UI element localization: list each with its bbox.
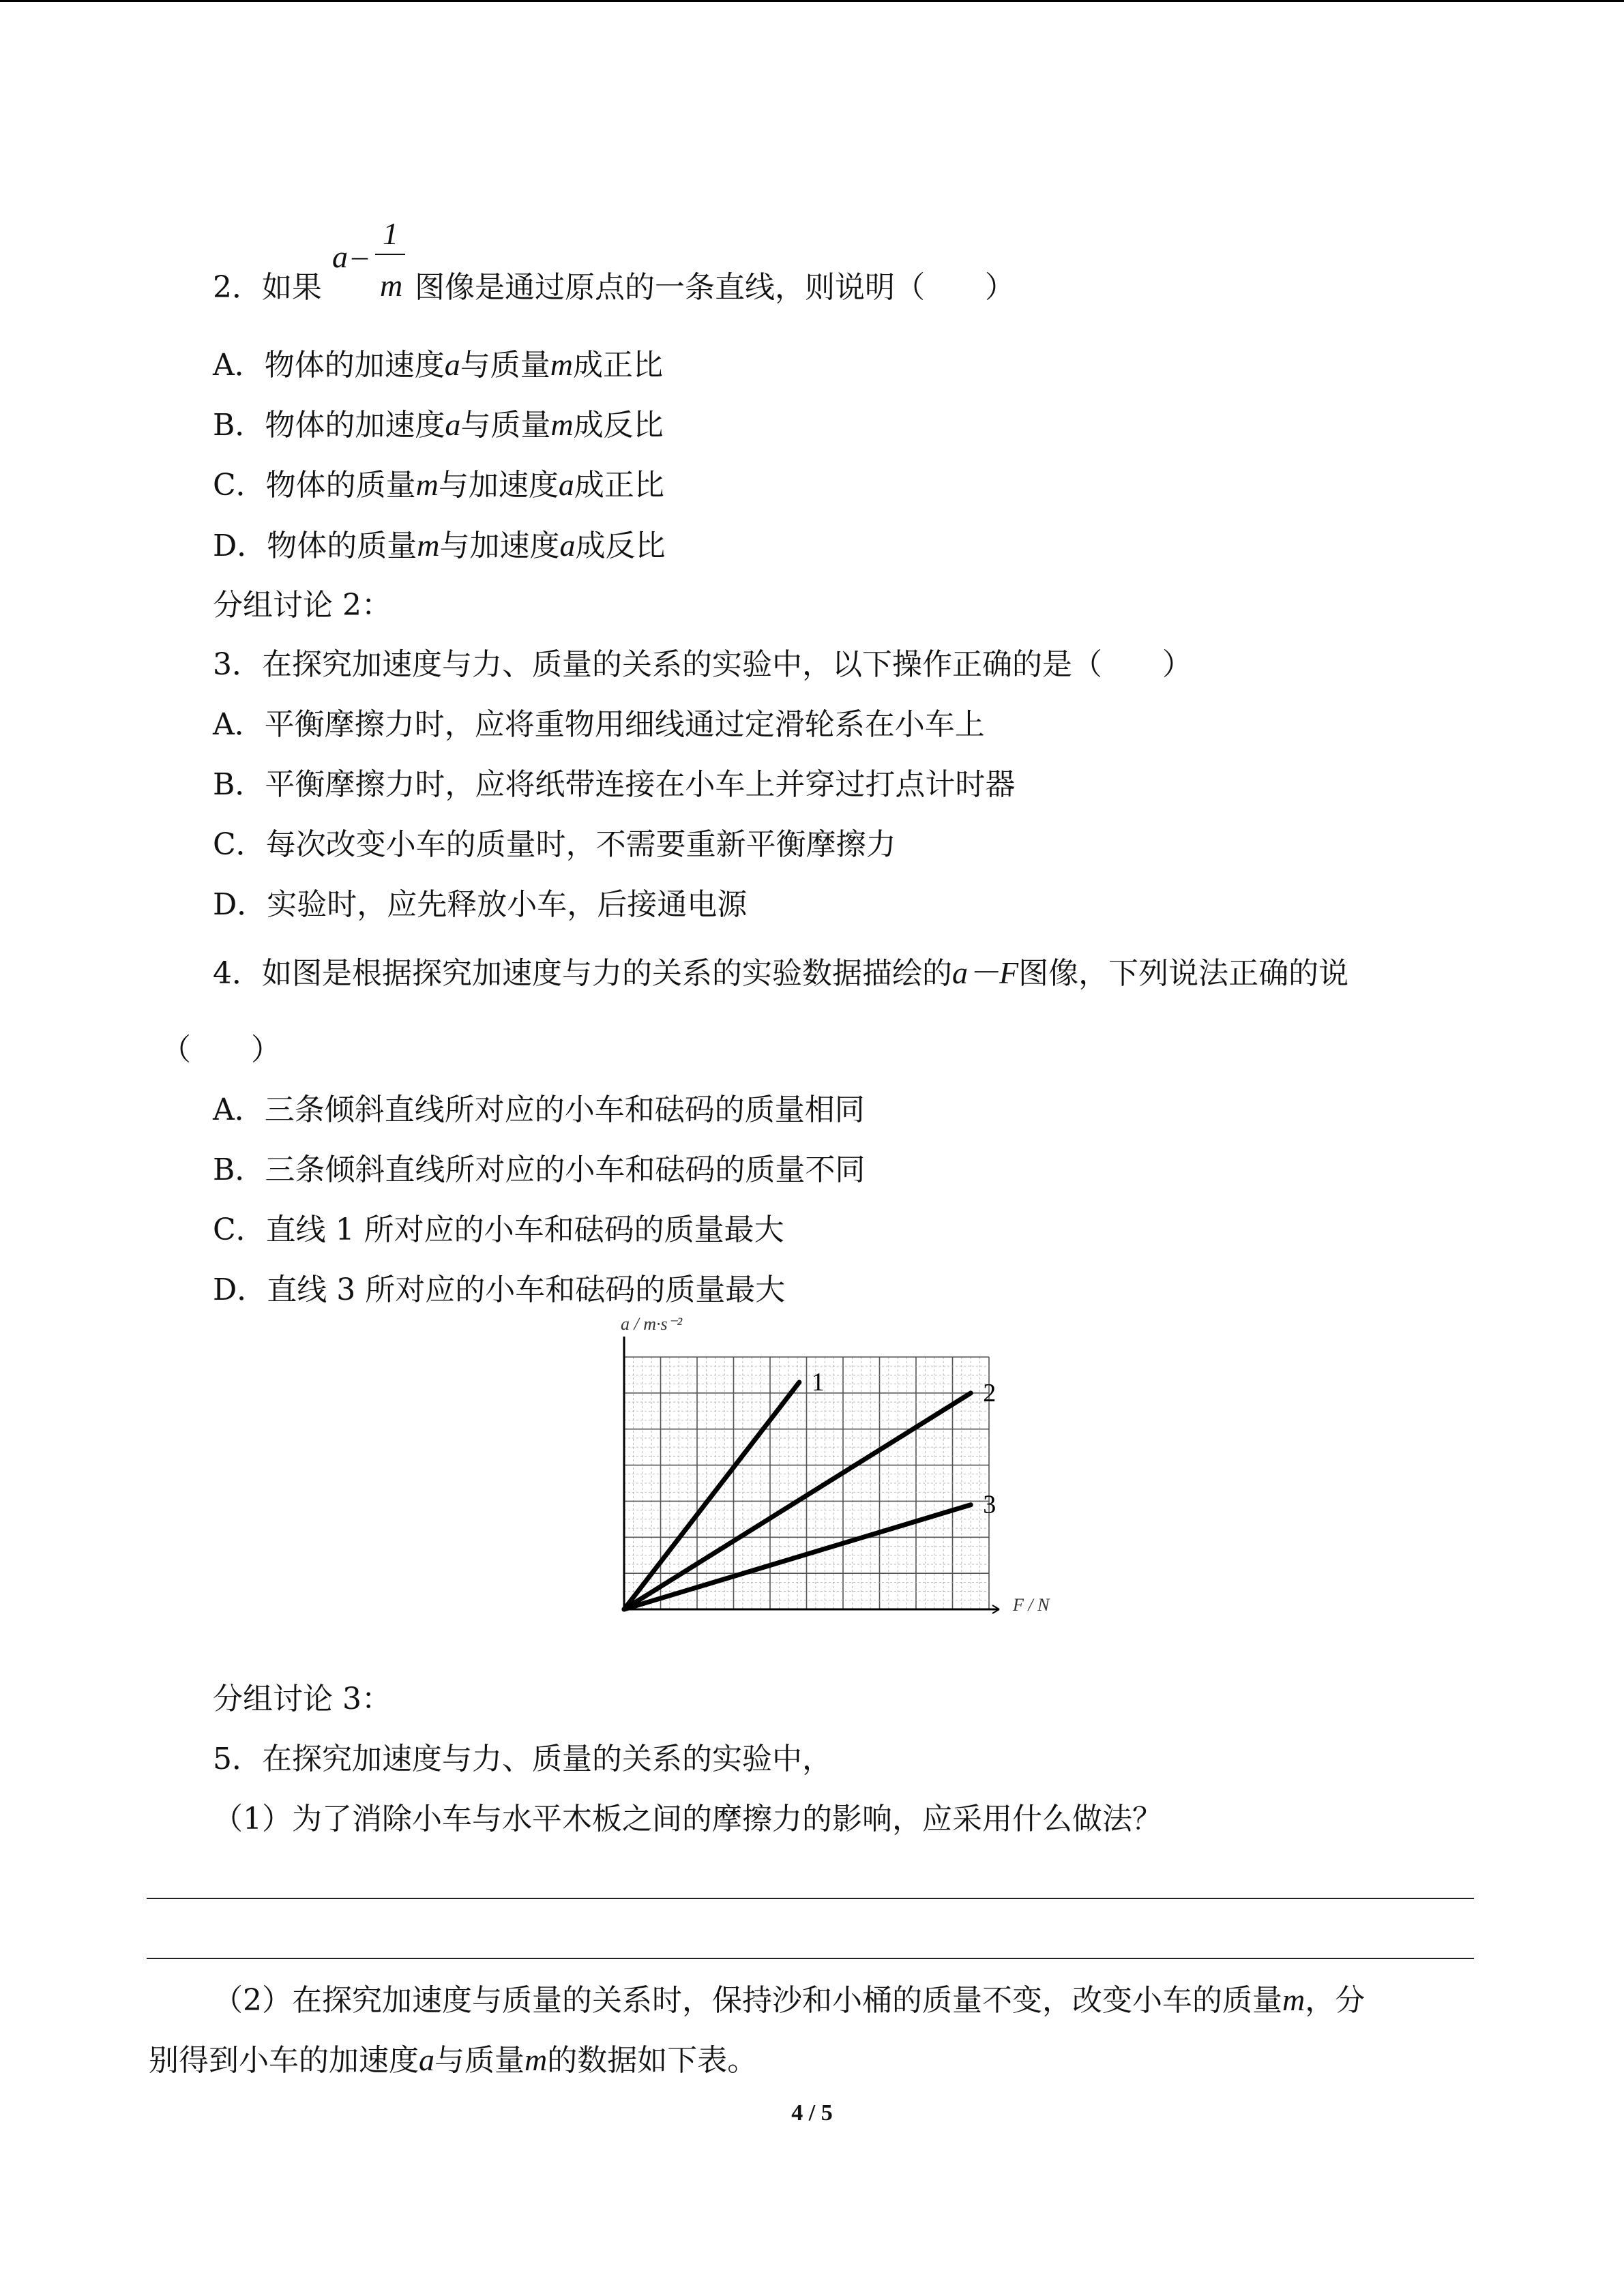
q4-option-c: C．直线 1 所对应的小车和砝码的质量最大 [213, 1212, 784, 1247]
q5-part1: （1）为了消除小车与水平木板之间的摩擦力的影响，应采用什么做法？ [213, 1802, 1162, 1836]
q2-option-b: B．物体的加速度a与质量m成反比 [213, 407, 664, 443]
page-number: 4 / 5 [791, 2100, 833, 2126]
x-axis-label: F / N [1013, 1595, 1050, 1615]
q4-option-b: B．三条倾斜直线所对应的小车和砝码的质量不同 [213, 1152, 866, 1187]
q2-option-c: C．物体的质量m与加速度a成正比 [213, 467, 664, 503]
q4-stem: 4．如图是根据探究加速度与力的关系的实验数据描绘的a－F图像，下列说法正确的说 [213, 955, 1349, 991]
series-label-3: 3 [983, 1490, 996, 1519]
q3-option-a: A．平衡摩擦力时，应将重物用细线通过定滑轮系在小车上 [213, 707, 985, 742]
y-axis-label: a / m·s⁻² [621, 1314, 683, 1334]
q4-option-d: D．直线 3 所对应的小车和砝码的质量最大 [213, 1272, 786, 1307]
q4-answer-paren: （ ） [161, 1032, 281, 1067]
q3-option-c: C．每次改变小车的质量时，不需要重新平衡摩擦力 [213, 827, 896, 862]
q5-part2-line1: （2）在探究加速度与质量的关系时，保持沙和小桶的质量不变，改变小车的质量m，分 [213, 1982, 1365, 2018]
series-label-1: 1 [811, 1368, 825, 1397]
series-label-2: 2 [983, 1378, 996, 1407]
page-top-border [0, 0, 1624, 2]
q5-stem: 5．在探究加速度与力、质量的关系的实验中， [213, 1742, 832, 1776]
fraction-minus: – [352, 238, 368, 273]
series-line-1 [624, 1382, 799, 1609]
answer-line-1 [147, 1898, 1474, 1899]
fraction-variable-a: a [332, 239, 348, 274]
a-f-chart [580, 1314, 1057, 1637]
q2-prefix: 2．如果 [213, 270, 322, 305]
q3-option-d: D．实验时，应先释放小车，后接通电源 [213, 887, 748, 922]
fraction-denominator: m [380, 268, 403, 303]
q2-suffix: 图像是通过原点的一条直线，则说明（ ） [415, 270, 1015, 305]
q3-option-b: B．平衡摩擦力时，应将纸带连接在小车上并穿过打点计时器 [213, 767, 1016, 802]
group-discussion-2: 分组讨论 2： [213, 588, 392, 623]
series-line-3 [624, 1505, 971, 1609]
q2-option-a: A．物体的加速度a与质量m成正比 [213, 347, 664, 383]
fraction-numerator: 1 [383, 216, 398, 251]
group-discussion-3: 分组讨论 3： [213, 1682, 392, 1716]
q3-stem: 3．在探究加速度与力、质量的关系的实验中，以下操作正确的是（ ） [213, 647, 1192, 682]
chart-grid [624, 1357, 989, 1609]
fraction-bar [375, 254, 405, 255]
q4-option-a: A．三条倾斜直线所对应的小车和砝码的质量相同 [213, 1092, 865, 1127]
q2-option-d: D．物体的质量m与加速度a成反比 [213, 528, 666, 563]
q5-part2-line2: 别得到小车的加速度a与质量m的数据如下表。 [149, 2042, 758, 2078]
answer-line-2 [147, 1958, 1474, 1959]
